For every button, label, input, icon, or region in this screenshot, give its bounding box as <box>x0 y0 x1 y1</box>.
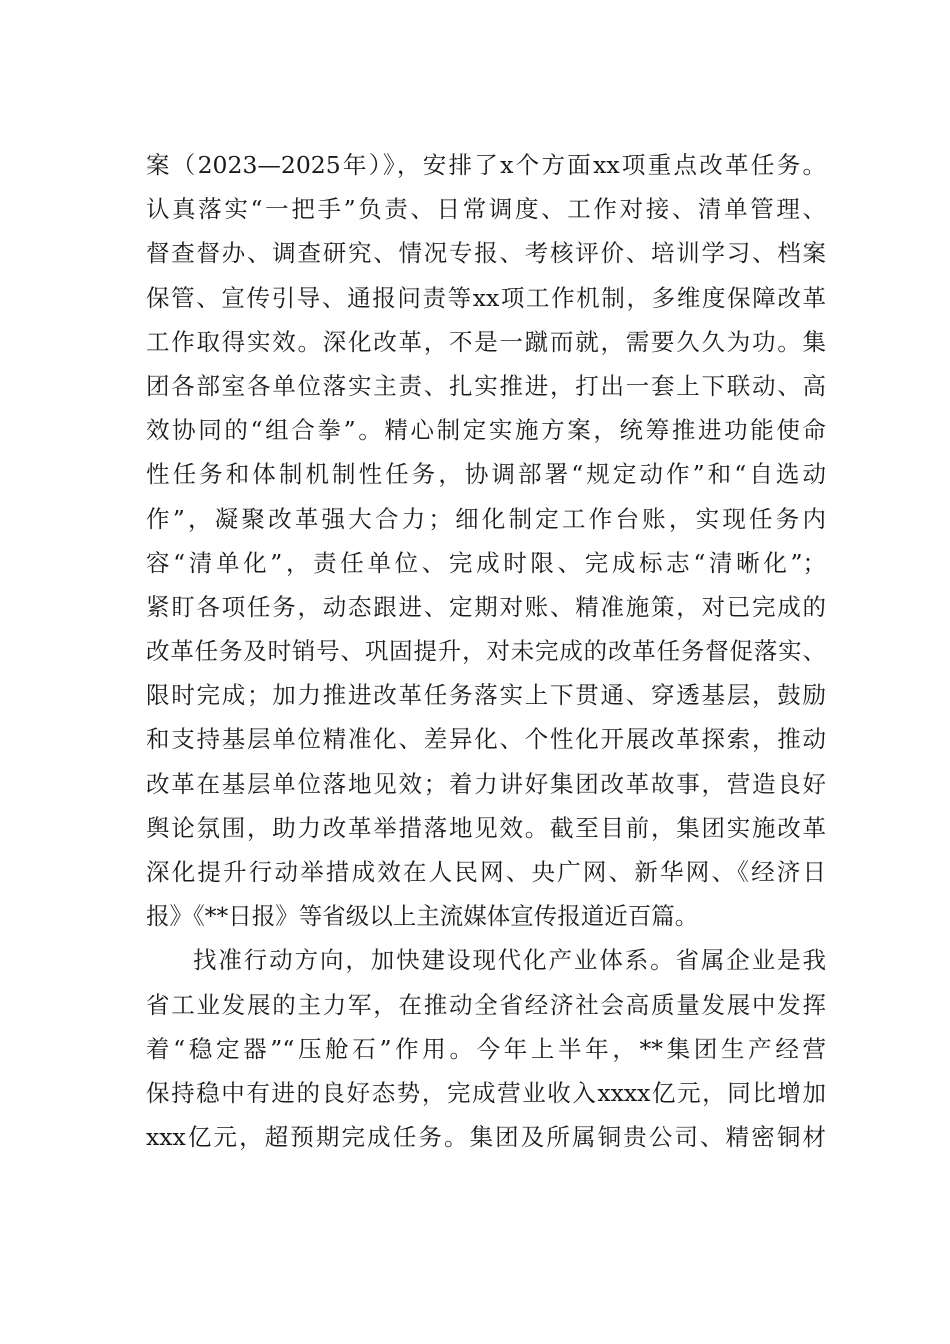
paragraph-2 <box>146 938 826 1159</box>
text-line: 认真落实“一把手”负责、日常调度、工作对接、清单管理、 <box>146 195 826 224</box>
text-line: 省工业发展的主力军，在推动全省经济社会高质量发展中发挥 <box>146 990 826 1019</box>
text-line: 找准行动方向，加快建设现代化产业体系。省属企业是我 <box>193 946 826 975</box>
document-body <box>146 143 826 1159</box>
text-line: 和支持基层单位精准化、差异化、个性化开展改革探索，推动 <box>146 725 826 754</box>
text-line: 工作取得实效。深化改革，不是一蹴而就，需要久久为功。集 <box>146 327 826 356</box>
text-line: 效协同的“组合拳”。精心制定实施方案，统筹推进功能使命 <box>146 416 826 445</box>
text-line: 着“稳定器”“压舱石”作用。今年上半年，**集团生产经营 <box>146 1034 826 1063</box>
text-line: 保持稳中有进的良好态势，完成营业收入xxxx亿元，同比增加 <box>146 1078 826 1107</box>
text-line: xxx亿元，超预期完成任务。集团及所属铜贵公司、精密铜材 <box>146 1123 826 1152</box>
text-line: 改革在基层单位落地见效；着力讲好集团改革故事，营造良好 <box>146 769 826 798</box>
text-line: 深化提升行动举措成效在人民网、央广网、新华网、《经济日 <box>146 858 826 886</box>
text-line: 作”，凝聚改革强大合力；细化制定工作台账，实现任务内 <box>146 504 826 533</box>
text-line: 报》《**日报》等省级以上主流媒体宣传报道近百篇。 <box>146 902 699 931</box>
text-line: 改革任务及时销号、巩固提升，对未完成的改革任务督促落实、 <box>146 637 826 666</box>
text-line: 性任务和体制机制性任务，协调部署“规定动作”和“自选动 <box>146 460 826 489</box>
text-line: 案（2023—2025年）》，安排了x个方面xx项重点改革任务。 <box>146 151 826 179</box>
text-line: 团各部室各单位落实主责、扎实推进，打出一套上下联动、高 <box>146 371 826 400</box>
text-line: 容“清单化”，责任单位、完成时限、完成标志“清晰化”； <box>146 548 826 577</box>
text-line: 督查督办、调查研究、情况专报、考核评价、培训学习、档案 <box>146 239 826 268</box>
paragraph-1 <box>146 143 826 938</box>
text-line: 舆论氛围，助力改革举措落地见效。截至目前，集团实施改革 <box>146 813 826 842</box>
text-line: 限时完成；加力推进改革任务落实上下贯通、穿透基层，鼓励 <box>146 681 826 710</box>
text-line: 保管、宣传引导、通报问责等xx项工作机制，多维度保障改革 <box>146 283 826 312</box>
text-line: 紧盯各项任务，动态跟进、定期对账、精准施策，对已完成的 <box>146 592 826 621</box>
